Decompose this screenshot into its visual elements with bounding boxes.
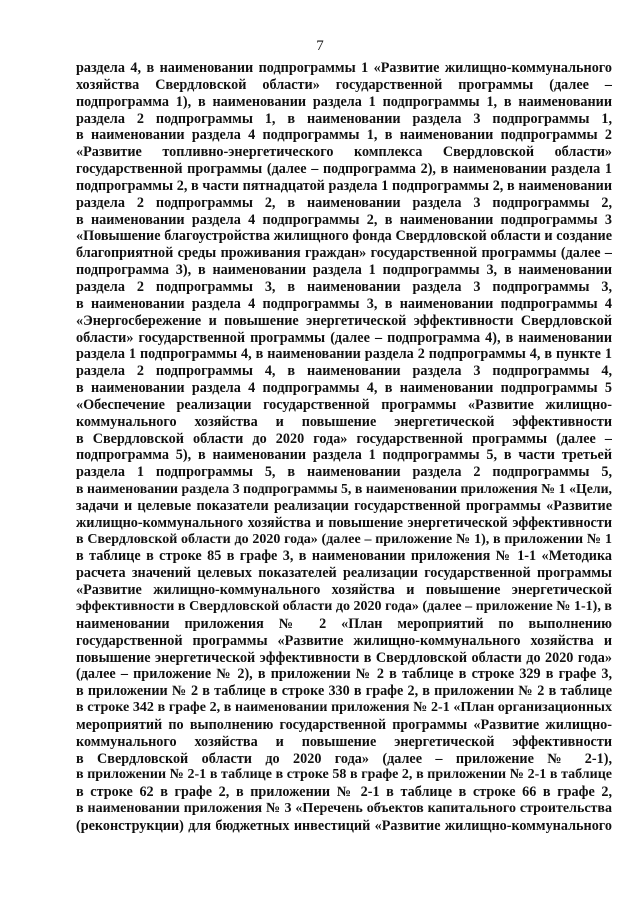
text-line: в таблице в строке 85 в графе 3, в наименовании приложения № 1-1 «Методика: [76, 548, 612, 565]
text-line: государственной программы (далее – подпрограмма 2), в наименовании раздела 1: [76, 161, 612, 178]
text-line: в наименовании раздела 4 подпрограммы 3, в наименовании подпрограммы 4: [76, 295, 612, 312]
body-text: [76, 60, 612, 835]
text-line: эффективности в Свердловской области до 2020 года» (далее – приложение № 1-1), в: [76, 599, 612, 614]
text-line: в наименовании раздела 4 подпрограммы 2, в наименовании подпрограммы 3: [76, 211, 612, 228]
text-line: задачи и целевые показатели реализации государственной программы «Развитие: [76, 497, 612, 514]
text-line: «Повышение благоустройства жилищного фонда Свердловской области и создание: [76, 228, 612, 245]
text-line: раздела 2 подпрограммы 2, в наименовании раздела 3 подпрограммы 2,: [76, 194, 612, 211]
text-line: в наименовании раздела 4 подпрограммы 4, в наименовании подпрограммы 5: [76, 380, 612, 397]
text-line: благоприятной среды проживания граждан» государственной программы (далее –: [76, 245, 612, 262]
text-line: раздела 2 подпрограммы 4, в наименовании раздела 3 подпрограммы 4,: [76, 363, 612, 380]
text-line: «Развитие жилищно-коммунального хозяйства и повышение энергетической: [76, 582, 612, 599]
text-line: раздела 1 подпрограммы 4, в наименовании раздела 2 подпрограммы 4, в пункте 1: [76, 346, 612, 363]
text-line: подпрограмма 1), в наименовании раздела 1 подпрограммы 1, в наименовании: [76, 93, 612, 110]
text-line: в приложении № 2-1 в таблице в строке 58 в графе 2, в приложении № 2-1 в таблице: [76, 767, 612, 783]
text-line: мероприятий по выполнению государственной программы «Развитие жилищно-: [76, 716, 612, 733]
text-line: раздела 2 подпрограммы 3, в наименовании раздела 3 подпрограммы 3,: [76, 278, 612, 295]
text-line: «Развитие топливно-энергетического комплекса Свердловской области»: [76, 144, 612, 161]
text-line: «Энергосбережение и повышение энергетической эффективности Свердловской: [76, 312, 612, 329]
text-line: в строке 342 в графе 2, в наименовании приложения № 2-1 «План организационных: [76, 700, 612, 716]
text-line: в Свердловской области до 2020 года» (далее – приложение № 1), в приложении № 1: [76, 531, 612, 547]
text-line: хозяйства Свердловской области» государственной программы (далее –: [76, 76, 612, 93]
text-line: подпрограмма 3), в наименовании раздела 1 подпрограммы 3, в наименовании: [76, 262, 612, 279]
text-line: в Свердловской области до 2020 года» (далее – приложение № 2-1),: [76, 750, 612, 767]
page-number: 7: [316, 38, 324, 54]
text-line: наименовании приложения № 2 «План мероприятий по выполнению: [76, 615, 612, 632]
text-line: коммунального хозяйства и повышение энергетической эффективности: [76, 413, 612, 430]
text-line: (реконструкции) для бюджетных инвестиций «Развитие жилищно-коммунального: [76, 817, 612, 834]
text-line: подпрограмма 5), в наименовании раздела 1 подпрограммы 5, в части третьей: [76, 447, 612, 464]
text-line: жилищно-коммунального хозяйства и повышение энергетической эффективности: [76, 514, 612, 531]
text-line: коммунального хозяйства и повышение энергетической эффективности: [76, 733, 612, 750]
text-line: раздела 2 подпрограммы 1, в наименовании раздела 3 подпрограммы 1,: [76, 110, 612, 127]
text-line: расчета значений целевых показателей реализации государственной программы: [76, 565, 612, 582]
text-line: в наименовании раздела 3 подпрограммы 5, в наименовании приложения № 1 «Цели,: [76, 481, 612, 497]
text-line: подпрограммы 2, в части пятнадцатой раздела 1 подпрограммы 2, в наименовании: [76, 177, 612, 194]
text-line: в наименовании раздела 4 подпрограммы 1, в наименовании подпрограммы 2: [76, 127, 612, 144]
text-line: (далее – приложение № 2), в приложении № 2 в таблице в строке 329 в графе 3,: [76, 666, 612, 683]
text-line: в строке 62 в графе 2, в приложении № 2-1 в таблице в строке 66 в графе 2,: [76, 784, 612, 801]
text-line: раздела 1 подпрограммы 5, в наименовании раздела 2 подпрограммы 5,: [76, 464, 612, 481]
text-line: государственной программы «Развитие жилищно-коммунального хозяйства и: [76, 632, 612, 649]
text-line: «Обеспечение реализации государственной программы «Развитие жилищно-: [76, 396, 612, 413]
text-line: раздела 4, в наименовании подпрограммы 1 «Развитие жилищно-коммунального: [76, 60, 612, 76]
text-line: в Свердловской области до 2020 года» государственной программы (далее –: [76, 430, 612, 447]
text-line: области» государственной программы (далее – подпрограмма 4), в наименовании: [76, 329, 612, 346]
text-line: повышение энергетической эффективности в Свердловской области до 2020 года»: [76, 649, 612, 666]
text-line: в приложении № 2 в таблице в строке 330 в графе 2, в приложении № 2 в таблице: [76, 683, 612, 700]
text-line: в наименовании приложения № 3 «Перечень объектов капитального строительства: [76, 801, 612, 817]
